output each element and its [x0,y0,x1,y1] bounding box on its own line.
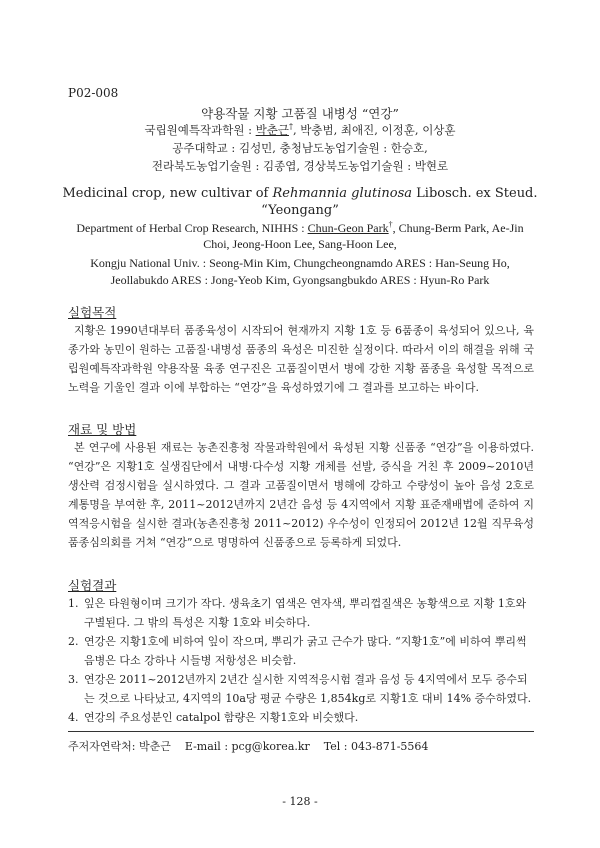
english-title-text: Medicinal crop, new cultivar of [62,186,273,201]
methods-heading: 재료 및 방법 [68,422,137,437]
results-list [68,594,534,727]
english-authors-line2: Choi, Jeong-Hoon Lee, Sang-Hoon Lee, [203,237,397,251]
species-name: Rehmannia glutinosa [272,186,413,201]
list-item [68,670,534,708]
corresponding-author-en: Chun-Geon Park [307,221,389,235]
korean-title: 약용작물 지황 고품질 내병성 “연강” [201,106,399,121]
objective-body: 지황은 1990년대부터 품종육성이 시작되어 현재까지 지황 1호 등 6품종이 육성되어 있으나, 육종가와 농민이 원하는 고품질·내병성 품종의 육성은 미진한 실정이다. 따라서 이의 해결을 위해 국립원예특작과학원 약용작물 육종 연구진은 고품질이면서 병에 강한 지황 품종을 육성할 목적으로 노력을 기울인 결과 이에 부합하는 “연강”을 육성하였기에 그 결과를 보고하는 바이다. [68,324,534,394]
english-title-line2: “Yeongang” [261,203,339,218]
results-heading: 실험결과 [68,578,117,593]
corresponding-author-ko: 박춘근 [255,123,289,137]
list-item [68,594,534,632]
english-title-suffix: Libosch. ex Steud. [412,186,538,201]
english-authors-line4: Jeollabukdo ARES : Jong-Yeob Kim, Gyongsangbukdo ARES : Hyun-Ro Park [110,273,490,287]
page-number: - 128 - [282,795,318,808]
english-title-line1 [40,186,560,201]
list-number: 4. [68,711,79,724]
english-coauthors: , Chung-Berm Park, Ae-Jin [392,221,524,235]
list-item [68,708,534,727]
list-number: 2. [68,635,79,648]
list-text: 연강은 지황1호에 비하여 잎이 작으며, 뿌리가 굵고 근수가 많다. “지황1호”에 비하여 뿌리썩음병은 다소 강하나 시들병 저항성은 비슷함. [84,635,527,667]
abstract-code: P02-008 [68,86,119,100]
contact-author: 주저자연락처: 박춘근 [68,740,171,753]
korean-authors-line3: 전라북도농업기술원 : 김종엽, 경상북도농업기술원 : 박현로 [151,159,449,173]
list-item [68,632,534,670]
english-authors-line3: Kongju National Univ. : Seong-Min Kim, Chungcheongnamdo ARES : Han-Seung Ho, [90,256,510,270]
korean-authors-line2: 공주대학교 : 김성민, 충청남도농업기술원 : 한승호, [172,141,428,155]
methods-body: 본 연구에 사용된 재료는 농촌진흥청 작물과학원에서 육성된 지황 신품종 “연강”을 이용하였다. “연강”은 지황1호 실생집단에서 내병·다수성 지황 개체를 선발, 증식을 거친 후 2009~2010년 생산력 검정시험을 실시하였다. 그 결과 고품질이면서 병해에 강하고 수량성이 높아 음성 2호로 계통명을 부여한 후, 2011~2012년까지 2년간 음성 등 4지역에서 지황 표준재배법에 준하여 지역적응시험을 실시한 결과(농촌진흥청 2011~2012) 우수성이 인정되어 2012년 12월 직무육성 품종심의회를 거쳐 “연강”으로 명명하여 신품종으로 등록하게 되었다. [68,441,534,549]
list-text: 연강은 2011~2012년까지 2년간 실시한 지역적응시험 결과 음성 등 4지역에서 모두 증수되는 것으로 나타났고, 4지역의 10a당 평균 수량은 1,854kg로 지황1호 대비 14% 증수하였다. [84,673,532,705]
english-authors-line1: Department of Herbal Crop Research, NIHHS : Chun-Geon Park†, Chung-Berm Park, Ae-Jin [76,220,524,235]
korean-coauthors: , 박충범, 최애진, 이정훈, 이상훈 [292,123,456,137]
contact-email: E-mail : pcg@korea.kr [184,740,310,753]
list-number: 3. [68,673,79,686]
list-text: 연강의 주요성분인 catalpol 함량은 지황1호와 비슷했다. [84,711,359,724]
list-text: 잎은 타원형이며 크기가 작다. 생육초기 엽색은 연자색, 뿌리껍질색은 농황색으로 지황 1호와 구별된다. 그 밖의 특성은 지황 1호와 비슷하다. [84,597,527,629]
objective-heading: 실험목적 [68,305,117,320]
contact-tel: Tel : 043-871-5564 [323,740,429,753]
list-number: 1. [68,597,79,610]
english-affiliation: Department of Herbal Crop Research, NIHHS : [76,221,308,235]
contact-info [68,731,534,754]
korean-affiliation: 국립원예특작과학원 : [144,123,256,137]
korean-authors-line1: 국립원예특작과학원 : 박춘근†, 박충범, 최애진, 이정훈, 이상훈 [144,122,456,137]
